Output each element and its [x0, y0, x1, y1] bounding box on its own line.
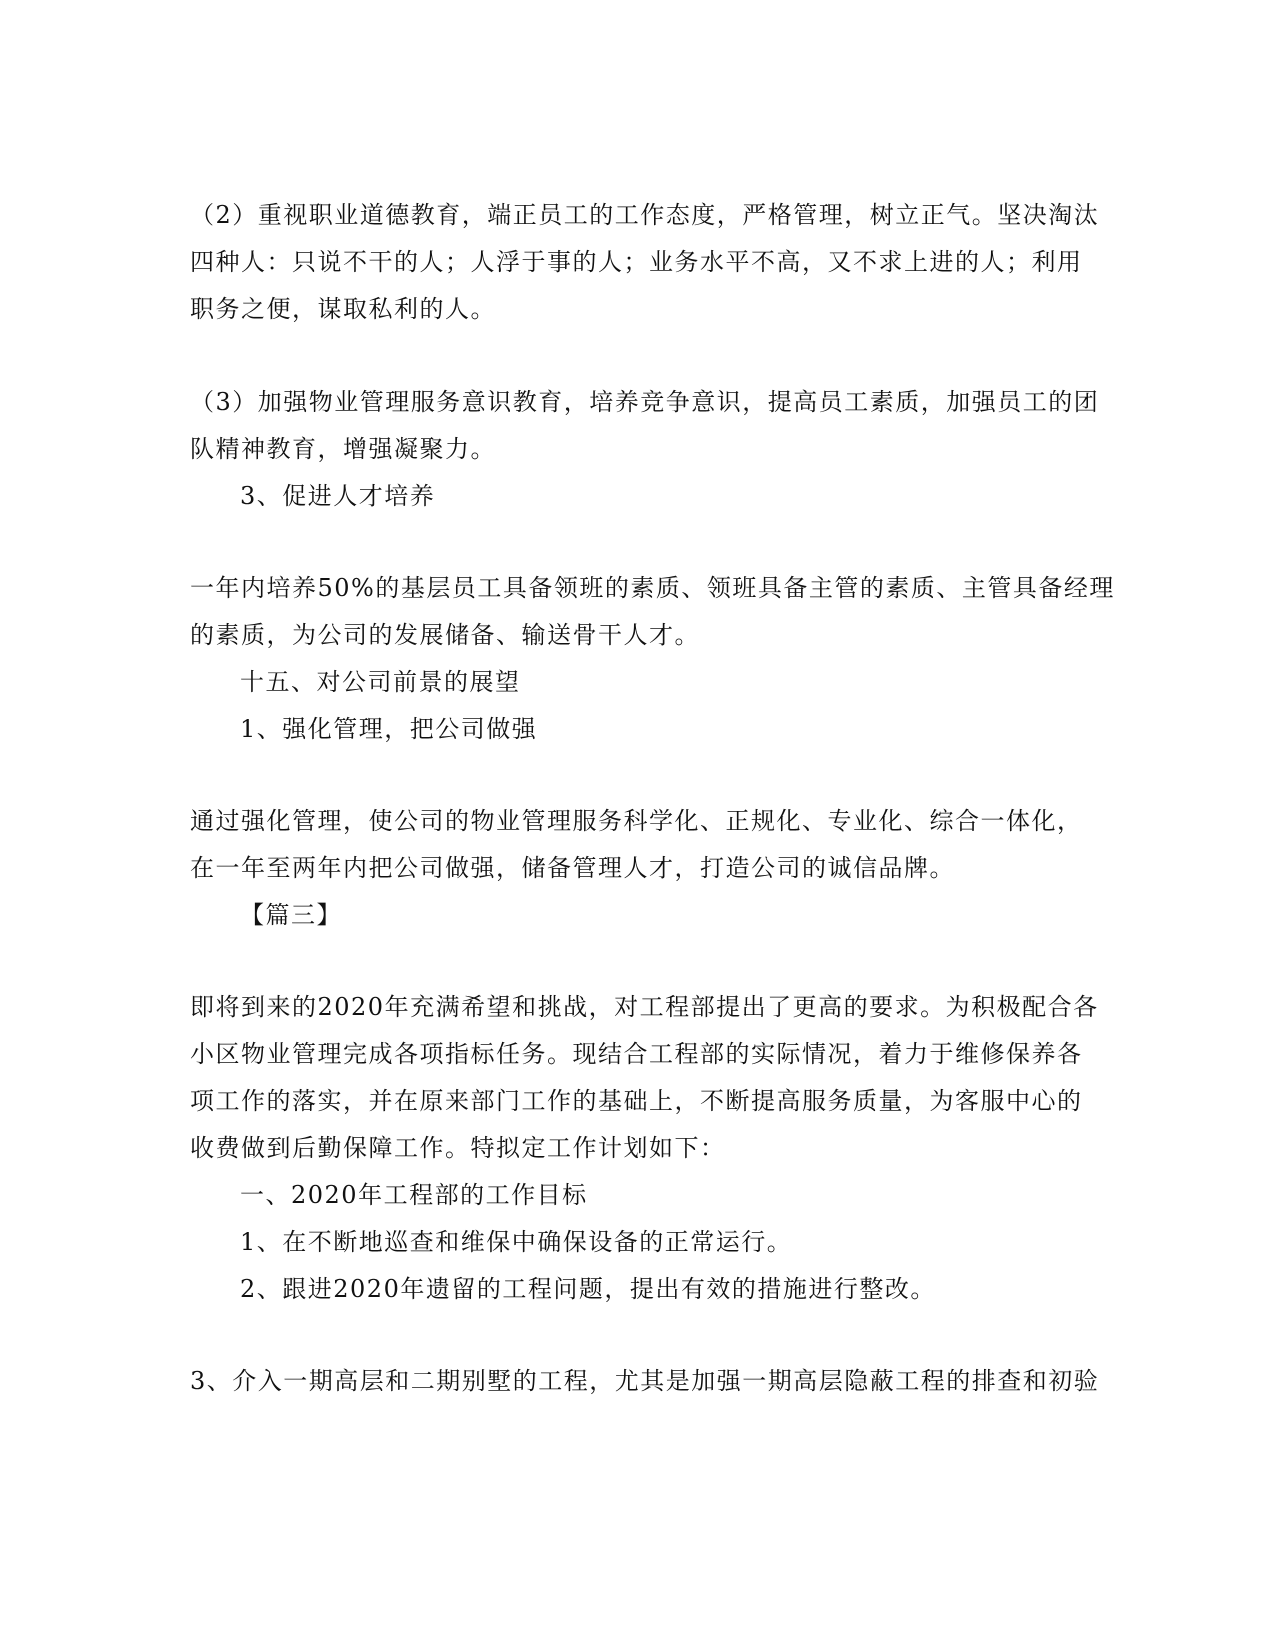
- chapter-heading: 【篇三】: [240, 901, 342, 929]
- paragraph-line: 3、介入一期高层和二期别墅的工程，尤其是加强一期高层隐蔽工程的排查和初验: [190, 1367, 1100, 1395]
- paragraph-line: 在一年至两年内把公司做强，储备管理人才，打造公司的诚信品牌。: [190, 854, 955, 882]
- paragraph-line: 项工作的落实，并在原来部门工作的基础上，不断提高服务质量，为客服中心的: [190, 1087, 1083, 1115]
- paragraph-line: 队精神教育，增强凝聚力。: [190, 435, 496, 463]
- section-heading: 3、促进人才培养: [240, 482, 436, 510]
- paragraph-line: 小区物业管理完成各项指标任务。现结合工程部的实际情况，着力于维修保养各: [190, 1040, 1083, 1068]
- section-heading: 一、2020年工程部的工作目标: [240, 1181, 588, 1209]
- section-heading: 1、强化管理，把公司做强: [240, 715, 538, 743]
- paragraph-line: 即将到来的2020年充满希望和挑战，对工程部提出了更高的要求。为积极配合各: [190, 993, 1099, 1021]
- list-item: 1、在不断地巡查和维保中确保设备的正常运行。: [240, 1228, 793, 1256]
- paragraph-line: 一年内培养50%的基层员工具备领班的素质、领班具备主管的素质、主管具备经理: [190, 574, 1115, 602]
- paragraph-line: 通过强化管理，使公司的物业管理服务科学化、正规化、专业化、综合一体化，: [190, 807, 1083, 835]
- paragraph-line: （3）加强物业管理服务意识教育，培养竞争意识，提高员工素质，加强员工的团: [190, 388, 1100, 416]
- paragraph-line: 的素质，为公司的发展储备、输送骨干人才。: [190, 621, 700, 649]
- section-heading: 十五、对公司前景的展望: [240, 668, 521, 696]
- paragraph-line: （2）重视职业道德教育，端正员工的工作态度，严格管理，树立正气。坚决淘汰: [190, 201, 1100, 229]
- paragraph-line: 四种人：只说不干的人；人浮于事的人；业务水平不高，又不求上进的人；利用: [190, 248, 1083, 276]
- paragraph-line: 职务之便，谋取私利的人。: [190, 295, 496, 323]
- paragraph-line: 收费做到后勤保障工作。特拟定工作计划如下：: [190, 1134, 726, 1162]
- list-item: 2、跟进2020年遗留的工程问题，提出有效的措施进行整改。: [240, 1275, 936, 1303]
